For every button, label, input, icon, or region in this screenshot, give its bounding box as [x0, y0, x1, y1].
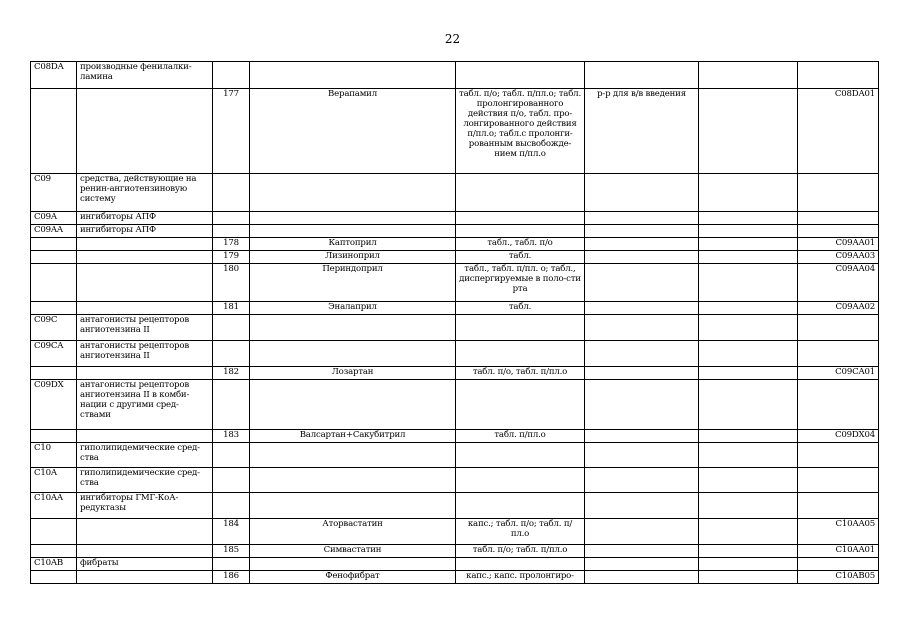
extra-column-cell [699, 225, 798, 238]
extra-column-cell [699, 519, 798, 545]
group-description-cell [77, 519, 213, 545]
extra-column-cell [699, 62, 798, 89]
dosage-form-cell [456, 468, 585, 493]
atc-group-code-cell: C09CA [31, 341, 77, 367]
atc-code-cell [798, 62, 879, 89]
group-description-cell: фибраты [77, 558, 213, 571]
table-row [31, 341, 879, 367]
group-description-cell [77, 238, 213, 251]
drug-name-cell: Валсартан+Сакубитрил [250, 430, 456, 443]
item-number-cell [213, 558, 250, 571]
dosage-form-extra-cell [585, 174, 699, 212]
drug-name-cell [250, 443, 456, 468]
table-row [31, 558, 879, 571]
atc-code-cell [798, 174, 879, 212]
group-description-cell: ингибиторы АПФ [77, 225, 213, 238]
dosage-form-extra-cell [585, 519, 699, 545]
atc-group-code-cell [31, 238, 77, 251]
table-row [31, 315, 879, 341]
table-body [31, 62, 879, 584]
dosage-form-cell: табл. [456, 251, 585, 264]
drug-name-cell: Фенофибрат [250, 571, 456, 584]
item-number-cell: 178 [213, 238, 250, 251]
group-description-cell: антагонисты рецепторов ангиотензина II в комби-нации с другими сред-ствами [77, 380, 213, 430]
drug-name-cell: Симвастатин [250, 545, 456, 558]
drug-name-cell [250, 212, 456, 225]
drug-name-cell [250, 341, 456, 367]
item-number-cell [213, 443, 250, 468]
atc-group-code-cell: C10 [31, 443, 77, 468]
dosage-form-extra-cell [585, 251, 699, 264]
atc-code-cell: C08DA01 [798, 89, 879, 174]
table-row [31, 251, 879, 264]
atc-code-cell: C09AA02 [798, 302, 879, 315]
item-number-cell: 182 [213, 367, 250, 380]
atc-code-cell [798, 380, 879, 430]
table-row [31, 174, 879, 212]
atc-group-code-cell: C08DA [31, 62, 77, 89]
atc-group-code-cell: C10A [31, 468, 77, 493]
group-description-cell: производные фенилалки-ламина [77, 62, 213, 89]
group-description-cell [77, 264, 213, 302]
item-number-cell: 185 [213, 545, 250, 558]
dosage-form-extra-cell [585, 493, 699, 519]
dosage-form-cell [456, 62, 585, 89]
dosage-form-extra-cell: р-р для в/в введения [585, 89, 699, 174]
table-row [31, 380, 879, 430]
drug-name-cell: Верапамил [250, 89, 456, 174]
dosage-form-cell [456, 315, 585, 341]
drug-name-cell: Периндоприл [250, 264, 456, 302]
item-number-cell: 184 [213, 519, 250, 545]
drug-name-cell: Лизиноприл [250, 251, 456, 264]
item-number-cell: 181 [213, 302, 250, 315]
dosage-form-extra-cell [585, 380, 699, 430]
item-number-cell [213, 225, 250, 238]
dosage-form-cell [456, 443, 585, 468]
table-row [31, 212, 879, 225]
atc-group-code-cell: C09A [31, 212, 77, 225]
drug-name-cell: Эналаприл [250, 302, 456, 315]
item-number-cell: 179 [213, 251, 250, 264]
table-row [31, 225, 879, 238]
item-number-cell [213, 468, 250, 493]
extra-column-cell [699, 380, 798, 430]
atc-code-cell [798, 225, 879, 238]
extra-column-cell [699, 212, 798, 225]
item-number-cell [213, 380, 250, 430]
table-row [31, 571, 879, 584]
dosage-form-extra-cell [585, 468, 699, 493]
atc-code-cell [798, 315, 879, 341]
drug-list-table [30, 61, 879, 584]
atc-code-cell: C09CA01 [798, 367, 879, 380]
dosage-form-extra-cell [585, 302, 699, 315]
item-number-cell: 180 [213, 264, 250, 302]
table-row [31, 62, 879, 89]
group-description-cell: антагонисты рецепторов ангиотензина II [77, 315, 213, 341]
table-row [31, 264, 879, 302]
drug-name-cell [250, 558, 456, 571]
dosage-form-cell [456, 493, 585, 519]
dosage-form-extra-cell [585, 367, 699, 380]
atc-group-code-cell: C10AB [31, 558, 77, 571]
dosage-form-cell: табл., табл. п/пл. о; табл., диспергируемые в поло-сти рта [456, 264, 585, 302]
table-row [31, 545, 879, 558]
dosage-form-cell [456, 341, 585, 367]
atc-group-code-cell [31, 251, 77, 264]
atc-group-code-cell [31, 264, 77, 302]
atc-group-code-cell: C09DX [31, 380, 77, 430]
item-number-cell [213, 212, 250, 225]
table-row [31, 367, 879, 380]
group-description-cell: ингибиторы АПФ [77, 212, 213, 225]
group-description-cell [77, 545, 213, 558]
dosage-form-cell: табл. п/о, табл. п/пл.о [456, 367, 585, 380]
dosage-form-extra-cell [585, 545, 699, 558]
dosage-form-extra-cell [585, 430, 699, 443]
item-number-cell [213, 62, 250, 89]
group-description-cell: антагонисты рецепторов ангиотензина II [77, 341, 213, 367]
dosage-form-extra-cell [585, 238, 699, 251]
item-number-cell: 183 [213, 430, 250, 443]
item-number-cell [213, 341, 250, 367]
dosage-form-cell [456, 174, 585, 212]
atc-code-cell: C09AA03 [798, 251, 879, 264]
atc-group-code-cell [31, 430, 77, 443]
atc-group-code-cell [31, 89, 77, 174]
dosage-form-extra-cell [585, 315, 699, 341]
dosage-form-cell: табл. п/о; табл. п/пл.о [456, 545, 585, 558]
group-description-cell [77, 251, 213, 264]
atc-code-cell: C09DX04 [798, 430, 879, 443]
atc-code-cell [798, 212, 879, 225]
atc-group-code-cell [31, 571, 77, 584]
group-description-cell: гиполипидемические сред-ства [77, 468, 213, 493]
extra-column-cell [699, 238, 798, 251]
extra-column-cell [699, 468, 798, 493]
item-number-cell: 177 [213, 89, 250, 174]
dosage-form-extra-cell [585, 62, 699, 89]
atc-code-cell: C10AB05 [798, 571, 879, 584]
dosage-form-cell: табл., табл. п/о [456, 238, 585, 251]
atc-group-code-cell: C10AA [31, 493, 77, 519]
drug-name-cell [250, 468, 456, 493]
dosage-form-cell [456, 225, 585, 238]
atc-group-code-cell [31, 367, 77, 380]
dosage-form-cell [456, 380, 585, 430]
drug-name-cell: Лозартан [250, 367, 456, 380]
atc-group-code-cell [31, 519, 77, 545]
item-number-cell [213, 315, 250, 341]
item-number-cell [213, 174, 250, 212]
table-row [31, 89, 879, 174]
drug-name-cell [250, 315, 456, 341]
group-description-cell: гиполипидемические сред-ства [77, 443, 213, 468]
dosage-form-extra-cell [585, 264, 699, 302]
extra-column-cell [699, 89, 798, 174]
extra-column-cell [699, 251, 798, 264]
extra-column-cell [699, 545, 798, 558]
item-number-cell: 186 [213, 571, 250, 584]
drug-name-cell [250, 380, 456, 430]
drug-name-cell [250, 493, 456, 519]
extra-column-cell [699, 367, 798, 380]
extra-column-cell [699, 302, 798, 315]
table-row [31, 443, 879, 468]
table-row [31, 238, 879, 251]
extra-column-cell [699, 571, 798, 584]
table-row [31, 468, 879, 493]
atc-code-cell [798, 468, 879, 493]
drug-name-cell [250, 225, 456, 238]
page-number: 22 [444, 32, 461, 46]
atc-code-cell: C09AA01 [798, 238, 879, 251]
group-description-cell [77, 367, 213, 380]
atc-code-cell [798, 443, 879, 468]
dosage-form-cell: капс.; капс. пролонгиро- [456, 571, 585, 584]
atc-code-cell: C10AA05 [798, 519, 879, 545]
drug-name-cell [250, 174, 456, 212]
atc-group-code-cell: C09AA [31, 225, 77, 238]
group-description-cell: средства, действующие на ренин-ангиотензиновую систему [77, 174, 213, 212]
dosage-form-extra-cell [585, 443, 699, 468]
atc-group-code-cell [31, 545, 77, 558]
group-description-cell [77, 430, 213, 443]
extra-column-cell [699, 443, 798, 468]
table-row [31, 519, 879, 545]
extra-column-cell [699, 315, 798, 341]
dosage-form-cell [456, 558, 585, 571]
drug-name-cell [250, 62, 456, 89]
dosage-form-cell: табл. п/пл.о [456, 430, 585, 443]
group-description-cell [77, 302, 213, 315]
atc-code-cell: C09AA04 [798, 264, 879, 302]
dosage-form-cell: табл. [456, 302, 585, 315]
dosage-form-extra-cell [585, 558, 699, 571]
table-row [31, 302, 879, 315]
table-row [31, 430, 879, 443]
table-row [31, 493, 879, 519]
atc-group-code-cell: C09C [31, 315, 77, 341]
dosage-form-cell: капс.; табл. п/о; табл. п/пл.о [456, 519, 585, 545]
atc-code-cell [798, 558, 879, 571]
atc-code-cell [798, 341, 879, 367]
atc-code-cell [798, 493, 879, 519]
extra-column-cell [699, 493, 798, 519]
item-number-cell [213, 493, 250, 519]
dosage-form-cell: табл. п/о; табл. п/пл.о; табл. пролонгированного действия п/о, табл. про-лонгированного действия п/пл.о; табл.с пролонги-рованным высвобожде-нием п/пл.о [456, 89, 585, 174]
atc-group-code-cell: C09 [31, 174, 77, 212]
atc-code-cell: C10AA01 [798, 545, 879, 558]
atc-group-code-cell [31, 302, 77, 315]
drug-name-cell: Каптоприл [250, 238, 456, 251]
group-description-cell: ингибиторы ГМГ-КоА-редуктазы [77, 493, 213, 519]
group-description-cell [77, 571, 213, 584]
extra-column-cell [699, 558, 798, 571]
extra-column-cell [699, 430, 798, 443]
dosage-form-extra-cell [585, 341, 699, 367]
group-description-cell [77, 89, 213, 174]
dosage-form-extra-cell [585, 571, 699, 584]
dosage-form-extra-cell [585, 225, 699, 238]
drug-name-cell: Аторвастатин [250, 519, 456, 545]
extra-column-cell [699, 264, 798, 302]
dosage-form-extra-cell [585, 212, 699, 225]
extra-column-cell [699, 174, 798, 212]
extra-column-cell [699, 341, 798, 367]
dosage-form-cell [456, 212, 585, 225]
